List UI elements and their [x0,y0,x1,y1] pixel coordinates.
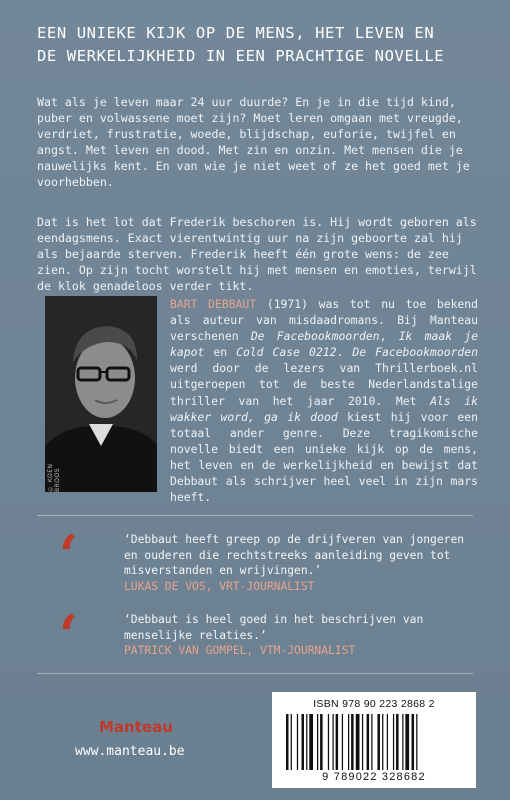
author-name: BART DEBBAUT [170,297,257,311]
bio-text: en [204,345,237,360]
quote-mark-icon: ‘ [59,603,78,667]
quote-text: ‘Debbaut is heel goed in het beschrijven van menselijke relaties.’ [124,613,424,642]
publisher-website: www.manteau.be [75,744,185,759]
quote-mark-icon: ‘ [59,523,78,587]
headline-line-1: EEN UNIEKE KIJK OP DE MENS, HET LEVEN EN [37,24,435,42]
bio-text: . [336,345,353,360]
quote-body [124,612,474,659]
photo-credit: © KOEN BROOS [47,463,61,492]
book-title: De Facebookmoorden [352,345,478,360]
synopsis-paragraph-1: Wat als je leven maar 24 uur duurde? En je in die tijd kind, puber en volwassene moet zijn? Moet leren omgaan met vreugde, verdriet, frustratie, woede, blijdschap, euforie, twijfel en angst. Met leven en dood. Met zin en onzin. Met mensen die je nauwelijks kent. En van wie je niet weet of ze het goed met je voorhebben. [37,95,470,190]
bio-text: , [379,329,399,344]
quote-source: LUKAS DE VOS, VRT-JOURNALIST [124,579,315,593]
barcode-image [286,714,462,770]
publisher-logo: Manteau [99,718,173,736]
ean-digits: 9 789022 328682 [322,771,426,783]
book-title: De Facebookmoorden [250,329,380,344]
bio-text: kiest hij voor een totaal ander genre. Deze tragikomische novelle biedt een unieke kijk op de mens, het leven en de werkelijkheid en bewijst dat Debbaut als schrijver heel veel in zijn mars heeft. [170,409,478,505]
book-title: Ik maak je kapot [170,329,479,360]
bio-text: werd door de lezers van Thrillerboek.nl uitgeroepen tot de beste Nederlandstalige thriller van het jaar 2010. Met [170,361,478,408]
divider [37,673,473,674]
headline-line-2: DE WERKELIJKHEID IN EEN PRACHTIGE NOVELLE [37,47,445,65]
quote-body [124,532,474,594]
bio-text: (1971) was tot nu toe bekend als auteur van misdaadromans. Bij Manteau verschenen [170,297,479,344]
quote-source: PATRICK VAN GOMPEL, VTM-JOURNALIST [124,644,356,657]
author-photo [45,296,157,492]
barcode-label [272,692,476,788]
book-title: Cold Case 0212 [236,345,337,360]
quote-text: ‘Debbaut heeft greep op de drijfveren van jongeren en ouderen die rechtstreeks aanleiding geven tot misverstanden en wrijvingen.’ [124,533,465,577]
book-title: Als ik wakker word, ga ik dood [170,393,478,424]
author-bio [170,296,478,505]
synopsis-paragraph-2: Dat is het lot dat Frederik beschoren is. Hij wordt geboren als eendagsmens. Exact vierentwintig uur na zijn geboorte zal hij als bejaarde sterven. Frederik heeft één grote wens: de zee zien. Op zijn tocht worstelt hij met mensen en emoties, terwijl de klok genadeloos verder tikt. [37,215,477,294]
divider [37,515,473,516]
isbn-number: ISBN 978 90 223 2868 2 [313,698,435,710]
author-portrait-image [45,296,157,492]
headline [37,22,477,68]
